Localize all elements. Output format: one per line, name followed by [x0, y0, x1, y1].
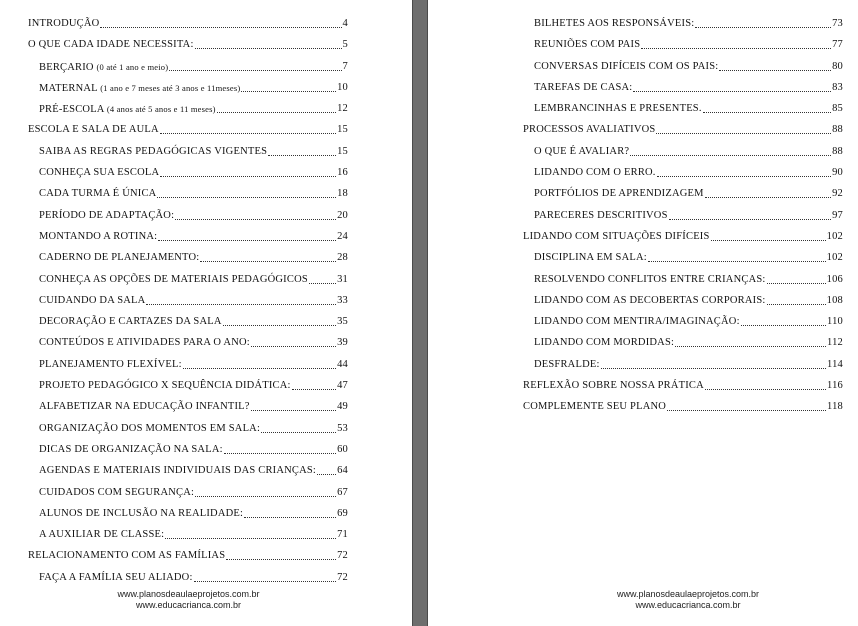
toc-entry-title: PROJETO PEDAGÓGICO X SEQUÊNCIA DIDÁTICA:	[39, 380, 291, 392]
left-page	[0, 0, 412, 626]
toc-entry-page-number: 15	[337, 145, 348, 157]
toc-entry[interactable]	[523, 59, 843, 80]
toc-entry-page-number: 69	[337, 507, 348, 519]
dot-leader	[667, 399, 826, 411]
dot-leader	[175, 208, 336, 220]
toc-entry-title: CONTEÚDOS E ATIVIDADES PARA O ANO:	[39, 337, 250, 349]
dot-leader	[657, 165, 831, 177]
dot-leader	[200, 250, 336, 262]
toc-entry-page-number: 39	[337, 337, 348, 349]
toc-entry-title: MATERNAL (1 ano e 7 meses até 3 anos e 11meses)	[39, 82, 241, 94]
toc-entry[interactable]	[28, 122, 348, 143]
dot-leader	[244, 506, 336, 518]
toc-entry-title: PERÍODO DE ADAPTAÇÃO:	[39, 209, 175, 221]
footer-url[interactable]: www.educacrianca.com.br	[135, 600, 242, 610]
table-of-contents	[523, 16, 843, 421]
toc-entry[interactable]	[28, 357, 348, 378]
toc-entry[interactable]	[523, 357, 843, 378]
toc-entry[interactable]	[523, 272, 843, 293]
toc-entry-page-number: 71	[337, 529, 348, 541]
toc-entry-page-number: 116	[827, 380, 843, 392]
toc-entry-title: PORTFÓLIOS DE APRENDIZAGEM	[534, 188, 704, 200]
dot-leader	[195, 37, 342, 49]
toc-entry-title: ALUNOS DE INCLUSÃO NA REALIDADE:	[39, 507, 244, 519]
toc-entry-title: INTRODUÇÃO	[28, 18, 100, 29]
toc-entry-title: MONTANDO A ROTINA:	[39, 230, 158, 242]
toc-entry-page-number: 31	[337, 273, 348, 285]
toc-entry[interactable]	[28, 59, 348, 80]
toc-entry[interactable]	[523, 144, 843, 165]
toc-entry[interactable]	[28, 421, 348, 442]
toc-entry-title: DICAS DE ORGANIZAÇÃO NA SALA:	[39, 443, 223, 455]
toc-entry[interactable]	[28, 250, 348, 271]
toc-entry-title: REFLEXÃO SOBRE NOSSA PRÁTICA	[523, 380, 704, 392]
toc-entry[interactable]	[523, 314, 843, 335]
dot-leader	[711, 229, 826, 241]
toc-entry-title: ORGANIZAÇÃO DOS MOMENTOS EM SALA:	[39, 422, 261, 434]
dot-leader	[741, 314, 826, 326]
toc-entry-page-number: 88	[832, 145, 843, 157]
footer-url[interactable]: www.educacrianca.com.br	[635, 600, 741, 610]
toc-entry-page-number: 28	[337, 252, 348, 264]
dot-leader	[669, 208, 831, 220]
dot-leader	[633, 80, 831, 92]
toc-entry-title: RELACIONAMENTO COM AS FAMÍLIAS	[28, 550, 226, 562]
toc-entry[interactable]	[523, 399, 843, 420]
toc-entry-page-number: 72	[337, 550, 348, 562]
toc-entry-title: BERÇARIO (0 até 1 ano e meio)	[39, 61, 169, 73]
toc-entry[interactable]	[523, 335, 843, 356]
toc-entry-title: LIDANDO COM MORDIDAS:	[534, 337, 675, 349]
toc-entry-title: CONHEÇA AS OPÇÕES DE MATERIAIS PEDAGÓGICOS	[39, 273, 308, 285]
toc-entry[interactable]	[28, 527, 348, 548]
toc-entry-title: ESCOLA E SALA DE AULA	[28, 124, 159, 136]
dot-leader	[160, 165, 336, 177]
table-of-contents	[28, 16, 348, 591]
toc-entry-page-number: 90	[832, 167, 843, 179]
toc-entry-page-number: 108	[826, 294, 843, 306]
dot-leader	[695, 16, 831, 28]
toc-entry-page-number: 92	[832, 188, 843, 200]
toc-entry-title: COMPLEMENTE SEU PLANO	[523, 401, 667, 413]
footer-url[interactable]: www.planosdeaulaeprojetos.com.br	[616, 589, 760, 599]
toc-entry-title: LIDANDO COM AS DECOBERTAS CORPORAIS:	[534, 294, 766, 306]
toc-entry[interactable]	[523, 378, 843, 399]
toc-entry[interactable]	[523, 250, 843, 271]
toc-entry[interactable]	[28, 506, 348, 527]
toc-entry-page-number: 80	[832, 60, 843, 72]
toc-entry-page-number: 97	[832, 209, 843, 221]
toc-entry[interactable]	[523, 37, 843, 58]
toc-entry-page-number: 85	[832, 103, 843, 115]
dot-leader	[767, 293, 826, 305]
toc-entry-page-number: 49	[337, 401, 348, 413]
toc-entry[interactable]	[28, 144, 348, 165]
dot-leader	[317, 463, 336, 475]
toc-entry-page-number: 102	[826, 252, 843, 264]
toc-entry-title: PLANEJAMENTO FLEXÍVEL:	[39, 358, 182, 370]
dot-leader	[160, 122, 336, 134]
toc-entry[interactable]	[28, 314, 348, 335]
dot-leader	[226, 548, 336, 560]
dot-leader	[157, 186, 336, 198]
toc-entry-title: CADA TURMA É ÚNICA	[39, 188, 157, 200]
page-footer	[0, 589, 377, 611]
toc-entry-page-number: 112	[827, 337, 843, 349]
dot-leader	[251, 335, 336, 347]
dot-leader	[601, 357, 826, 369]
dot-leader	[224, 442, 336, 454]
toc-entry-title: PROCESSOS AVALIATIVOS	[523, 124, 656, 136]
dot-leader	[194, 570, 337, 582]
dot-leader	[656, 122, 831, 134]
toc-entry-page-number: 106	[826, 273, 843, 285]
toc-entry-page-number: 60	[337, 443, 348, 455]
toc-entry[interactable]	[28, 548, 348, 569]
toc-entry[interactable]	[523, 80, 843, 101]
dot-leader	[183, 357, 336, 369]
toc-entry-title: CADERNO DE PLANEJAMENTO:	[39, 252, 200, 264]
toc-entry-title: CUIDANDO DA SALA	[39, 294, 146, 306]
dot-leader	[309, 272, 336, 284]
toc-entry-page-number: 53	[337, 422, 348, 434]
toc-entry-page-number: 88	[832, 124, 843, 136]
dot-leader	[100, 16, 341, 28]
toc-entry-page-number: 20	[337, 209, 348, 221]
toc-entry-title: CONVERSAS DIFÍCEIS COM OS PAIS:	[534, 60, 719, 72]
toc-entry[interactable]	[28, 16, 348, 37]
dot-leader	[169, 59, 341, 71]
toc-entry-title: PARECERES DESCRITIVOS	[534, 209, 668, 221]
toc-entry[interactable]	[28, 293, 348, 314]
toc-entry-title: LEMBRANCINHAS E PRESENTES.	[534, 103, 702, 115]
toc-entry-title: AGENDAS E MATERIAIS INDIVIDUAIS DAS CRIANÇAS:	[39, 465, 317, 477]
toc-entry-page-number: 35	[337, 316, 348, 328]
right-page	[428, 0, 858, 626]
dot-leader	[719, 59, 831, 71]
toc-entry-page-number: 114	[827, 358, 843, 370]
dot-leader	[630, 144, 831, 156]
toc-entry-page-number: 12	[337, 103, 348, 115]
toc-entry[interactable]	[523, 293, 843, 314]
toc-entry-title: CUIDADOS COM SEGURANÇA:	[39, 486, 195, 498]
toc-entry-page-number: 44	[337, 358, 348, 370]
toc-entry-title: BILHETES AOS RESPONSÁVEIS:	[534, 18, 695, 29]
toc-entry-page-number: 47	[337, 380, 348, 392]
toc-entry-page-number: 15	[337, 124, 348, 136]
toc-entry[interactable]	[523, 186, 843, 207]
toc-entry[interactable]	[28, 165, 348, 186]
toc-entry-page-number: 7	[342, 60, 348, 72]
dot-leader	[703, 101, 831, 113]
toc-entry[interactable]	[523, 122, 843, 143]
toc-entry-note: (0 até 1 ano e meio)	[96, 61, 169, 72]
toc-entry-title: LIDANDO COM SITUAÇÕES DIFÍCEIS	[523, 230, 710, 242]
toc-entry[interactable]	[28, 186, 348, 207]
dot-leader	[251, 399, 336, 411]
toc-entry[interactable]	[28, 272, 348, 293]
toc-entry[interactable]	[28, 37, 348, 58]
toc-entry-note: (1 ano e 7 meses até 3 anos e 11meses)	[100, 82, 241, 93]
toc-entry[interactable]	[28, 208, 348, 229]
dot-leader	[675, 335, 826, 347]
dot-leader	[705, 378, 826, 390]
page-gutter	[412, 0, 428, 626]
dot-leader	[165, 527, 336, 539]
dot-leader	[146, 293, 336, 305]
toc-entry-title: LIDANDO COM O ERRO.	[534, 167, 656, 179]
toc-entry[interactable]	[28, 101, 348, 122]
dot-leader	[261, 421, 336, 433]
toc-entry-page-number: 4	[342, 18, 348, 29]
toc-entry-page-number: 5	[342, 39, 348, 51]
toc-entry-page-number: 67	[337, 486, 348, 498]
page-footer	[428, 589, 858, 611]
toc-entry-page-number: 83	[832, 81, 843, 93]
dot-leader	[223, 314, 336, 326]
toc-entry[interactable]	[28, 485, 348, 506]
dot-leader	[705, 186, 831, 198]
toc-entry-page-number: 73	[832, 18, 843, 29]
toc-entry-page-number: 118	[827, 401, 843, 413]
toc-entry[interactable]	[28, 80, 348, 101]
toc-entry-title: DECORAÇÃO E CARTAZES DA SALA	[39, 316, 222, 328]
toc-entry[interactable]	[523, 208, 843, 229]
toc-entry[interactable]	[28, 229, 348, 250]
toc-entry-title: A AUXILIAR DE CLASSE:	[39, 529, 165, 541]
toc-entry-title: CONHEÇA SUA ESCOLA	[39, 167, 160, 179]
toc-entry[interactable]	[28, 335, 348, 356]
dot-leader	[241, 80, 336, 92]
dot-leader	[268, 144, 336, 156]
dot-leader	[648, 250, 826, 262]
toc-entry[interactable]	[28, 378, 348, 399]
toc-entry[interactable]	[523, 229, 843, 250]
dot-leader	[767, 272, 826, 284]
toc-entry-title: REUNIÕES COM PAIS	[534, 39, 641, 51]
toc-entry-title: O QUE CADA IDADE NECESSITA:	[28, 39, 194, 51]
toc-entry-page-number: 16	[337, 167, 348, 179]
toc-entry[interactable]	[28, 442, 348, 463]
dot-leader	[217, 101, 336, 113]
toc-entry[interactable]	[523, 101, 843, 122]
dot-leader	[195, 485, 336, 497]
toc-entry-title: O QUE É AVALIAR?	[534, 145, 630, 157]
toc-entry-page-number: 18	[337, 188, 348, 200]
toc-entry-title: FAÇA A FAMÍLIA SEU ALIADO:	[39, 571, 193, 583]
toc-entry-page-number: 24	[337, 230, 348, 242]
toc-entry-title: LIDANDO COM MENTIRA/IMAGINAÇÃO:	[534, 316, 740, 328]
dot-leader	[158, 229, 336, 241]
toc-entry[interactable]	[28, 570, 348, 591]
dot-leader	[292, 378, 336, 390]
toc-entry-title: RESOLVENDO CONFLITOS ENTRE CRIANÇAS:	[534, 273, 766, 285]
toc-entry-page-number: 77	[832, 39, 843, 51]
toc-entry-page-number: 33	[337, 294, 348, 306]
toc-entry-page-number: 10	[337, 81, 348, 93]
toc-entry-title: DESFRALDE:	[534, 358, 600, 370]
toc-entry-title: SAIBA AS REGRAS PEDAGÓGICAS VIGENTES	[39, 145, 268, 157]
toc-entry[interactable]	[523, 16, 843, 37]
toc-entry-title: TAREFAS DE CASA:	[534, 81, 633, 93]
dot-leader	[641, 37, 831, 49]
toc-entry-title: PRÉ-ESCOLA (4 anos até 5 anos e 11 meses)	[39, 104, 216, 116]
toc-entry-page-number: 72	[337, 571, 348, 583]
toc-entry-page-number: 110	[827, 316, 843, 328]
toc-entry[interactable]	[523, 165, 843, 186]
toc-entry[interactable]	[28, 399, 348, 420]
footer-url[interactable]: www.planosdeaulaeprojetos.com.br	[117, 589, 260, 599]
toc-entry-title: DISCIPLINA EM SALA:	[534, 252, 647, 264]
toc-entry-page-number: 64	[337, 465, 348, 477]
toc-entry-page-number: 102	[826, 230, 843, 242]
toc-entry-title: ALFABETIZAR NA EDUCAÇÃO INFANTIL?	[39, 401, 250, 413]
toc-entry[interactable]	[28, 463, 348, 484]
toc-entry-note: (4 anos até 5 anos e 11 meses)	[106, 104, 216, 115]
